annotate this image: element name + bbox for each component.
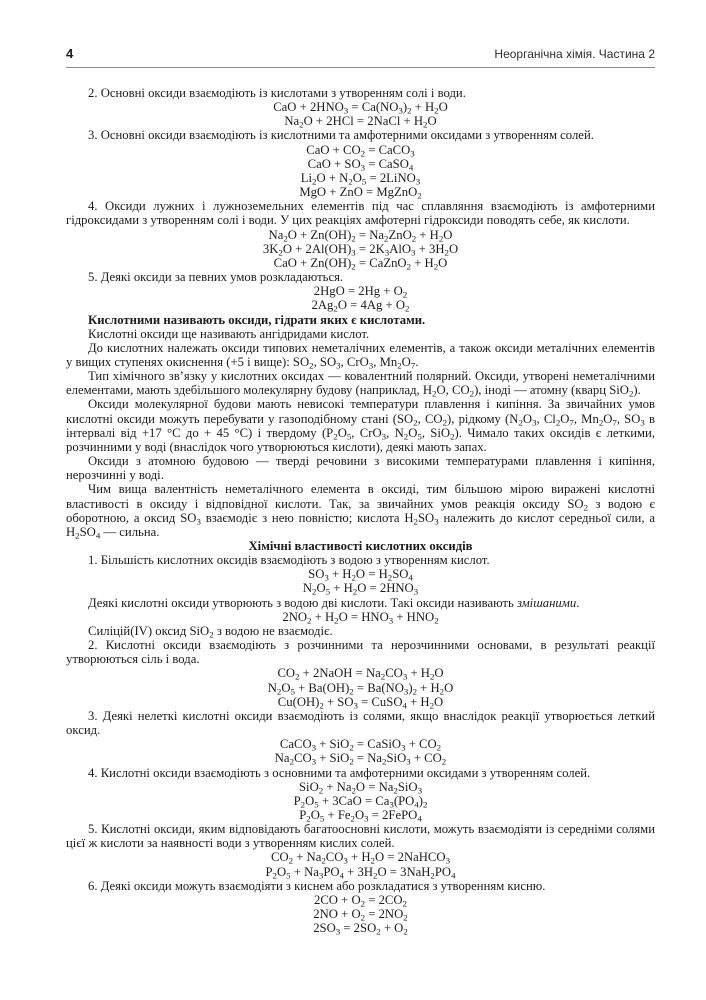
paragraph: Тип хімічного зв’язку у кислотних оксидах — ковалентний полярний. Оксиди, утворені неметалічними елементами, мають здебільшого молекулярну будову (наприклад, $H_2O$, $CO_2$), іноді — атомну (кварц SiO$_2$). [66, 369, 655, 399]
paragraph: 6. Деякі оксиди можуть взаємодіяти з киснем або розкладатися з утворенням кисню. [88, 878, 546, 893]
paragraph: 2. Кислотні оксиди взаємодіють з розчинними та нерозчинними основами, в результаті реакції утворюються сіль і вода. [66, 638, 655, 667]
paragraph: 5. Кислотні оксиди, яким відповідають багатоосновні кислоти, можуть взаємодіяти із середніми солями цієї ж кислоти за наявності води з утворенням кислих солей. [66, 822, 655, 851]
equation-block [66, 228, 655, 270]
chemical-equation: $Na_2O + Zn(OH)_2 = Na_2ZnO_2 + H_2O$ [268, 227, 453, 244]
equation-block [66, 737, 655, 765]
chemical-equation: $N_2O_5 + Ba(OH)_2 = Ba(NO_3)_2 + H_2O$ [267, 680, 454, 697]
chemical-equation: $P_2O_5 + 3CaO = Ca_3(PO_4)_2$ [293, 793, 428, 810]
page-content [66, 86, 655, 935]
paragraph: До кислотних належать оксиди типових неметалічних елементів, а також оксиди металічних елементів у вищих ступенях окиснення (+5 і вище): $SO_2$, $SO_3$, CrO$_3$, $Mn_2O_7$. [66, 340, 655, 371]
paragraph: Силіцій(IV) оксид SiO$_2$ з водою не взаємодіє. [88, 623, 333, 640]
paragraph: 1. Більшість кислотних оксидів взаємодіють з водою з утворенням кислот. [88, 553, 490, 568]
chemical-equation: CaO + $CO_2$ = CaCO$_3$ [306, 142, 415, 159]
chemical-equation: $SO_3 + H_2O = H_2SO_4$ [308, 567, 413, 583]
paragraph: 4. Оксиди лужних і лужноземельних елементів під час сплавляння взаємодіють із амфотерними гідроксидами з утворенням солі і води. У цих реакціях амфотерні гідроксиди поводять себе, як кислоти. [66, 199, 655, 228]
page-header [66, 46, 655, 68]
chemical-equation: CaO + $Zn(OH)_2$ = CaZnO$_2$ + $H_2O$ [273, 255, 448, 272]
chemical-equation: $Na_2CO_3 + SiO_2 = Na_2SiO_3 + CO_2$ [274, 751, 447, 767]
paragraph: Кислотні оксиди ще називають ангідридами кислот. [88, 326, 370, 341]
chemical-equation: $Li_2O + N_2O_5$ = 2LiNO$_3$ [300, 170, 421, 187]
chemical-equation: $2NO_2 + H_2O = HNO_3 + HNO_2$ [282, 609, 439, 626]
chemical-equation: $CO_2 + Na_2CO_3 + H_2O$ = 2NaHCO$_3$ [271, 850, 450, 866]
chemical-equation: $SiO_2 + Na_2O = Na_2SiO_3$ [298, 779, 422, 796]
equation-block [66, 567, 655, 595]
page-number: 4 [66, 46, 74, 61]
section-heading: Хімічні властивості кислотних оксидів [248, 539, 473, 553]
paragraph: Деякі кислотні оксиди утворюють з водою дві кислоти. Такі оксиди називають змішаними. [88, 595, 580, 610]
paragraph: 5. Деякі оксиди за певних умов розкладаються. [88, 270, 344, 285]
running-title: Неорганічна хімія. Частина 2 [494, 47, 655, 61]
equation-block [66, 284, 655, 312]
chemical-equation: CaCO$_3$ + SiO$_2$ = CaSiO$_3$ + $CO_2$ [279, 737, 442, 753]
paragraph: 3. Основні оксиди взаємодіють із кислотними та амфотерними оксидами з утворенням солей. [88, 128, 594, 143]
chemical-equation: $CO_2$ + 2NaOH = $Na_2CO_3 + H_2O$ [277, 666, 444, 682]
paragraph: 3. Деякі нелеткі кислотні оксиди взаємодіють із солями, якщо внаслідок реакції утворюється леткий оксид. [66, 708, 655, 738]
chemical-equation: MgO + ZnO = MgZnO$_2$ [299, 185, 422, 201]
equation-block [66, 610, 655, 624]
paragraph: 2. Основні оксиди взаємодіють із кислотами з утворенням солі і води. [88, 86, 466, 100]
chemical-equation: $3K_2O + 2Al(OH)_3 = 2K_3AlO_3 + 3H_2O$ [262, 241, 459, 258]
chemical-equation: $2Ag_2O = 4Ag + O_2$ [311, 298, 410, 314]
equation-block [66, 780, 655, 822]
equation-block [66, 850, 655, 881]
chemical-equation: $2HgO = 2Hg + O_2$ [313, 284, 408, 300]
chemical-equation: $2CO + O_2 = 2CO_2$ [314, 892, 407, 909]
equation-block [66, 143, 655, 200]
equation-block [66, 666, 655, 711]
paragraph: Чим вища валентність неметалічного елемента в оксиді, тим більшою мірою виражені кислотні властивості в оксиду і відповідної кислоти. Так, за звичайних умов реакція оксиду $SO_2$ з водою є оборотною, а оксид $SO_3$ взаємодіє з нею повністю; кислота $H_2SO_3$ належить до кислот середньої сили, а $H_2SO_4$ — сильна. [66, 482, 655, 541]
chemical-equation: $P_2O_5 + Fe_2O_3$ = 2FePO$_4$ [299, 807, 422, 824]
equation-block [66, 100, 655, 128]
chemical-equation: CaO + $SO_3$ = CaSO$_4$ [307, 156, 414, 173]
paragraph: Кислотними називають оксиди, гідрати яких є кислотами. [88, 312, 426, 327]
chemical-equation: $N_2O_5 + H_2O = 2HNO_3$ [302, 581, 419, 597]
chemical-equation: $2SO_3 = 2SO_2 + O_2$ [313, 921, 408, 937]
equation-block [66, 893, 655, 935]
chemical-equation: $P_2O_5 + Na_3PO_4 + 3H_2O = 3NaH_2PO_4$ [265, 864, 456, 881]
chemical-equation: $Na_2O + 2HCl$ = 2NaCl + $H_2O$ [284, 114, 437, 130]
paragraph: 4. Кислотні оксиди взаємодіють з основними та амфотерними оксидами з утворенням солей. [88, 765, 591, 780]
paragraph: Оксиди з атомною будовою — тверді речовини з високими температурами плавлення і кипіння, нерозчинні у воді. [66, 454, 655, 483]
paragraph: Оксиди молекулярної будови мають невисокі температури плавлення і кипіння. За звичайних умов кислотні оксиди можуть перебувати у газоподібному стані ($SO_2$, $CO_2$), рідкому ($N_2O_3$, $Cl_2O_7$, $Mn_2O_7$, $SO_3$ в інтервалі від +17 °С до + 45 °С) і твердому ($P_2O_5$, CrO$_3$, $N_2O_5$, SiO$_2$). Чимало таких оксидів є леткими, розчинними у воді (внаслідок чого утворюються кислоти), деякі мають запах. [66, 397, 656, 454]
chemical-equation: $Cu(OH)_2 + SO_3$ = CuSO$_4$ + $H_2O$ [277, 694, 444, 711]
chemical-equation: CaO + $2HNO_3 = Ca(NO_3)_2 + H_2O$ [273, 100, 448, 116]
chemical-equation: $2NO + O_2 = 2NO_2$ [313, 907, 408, 923]
